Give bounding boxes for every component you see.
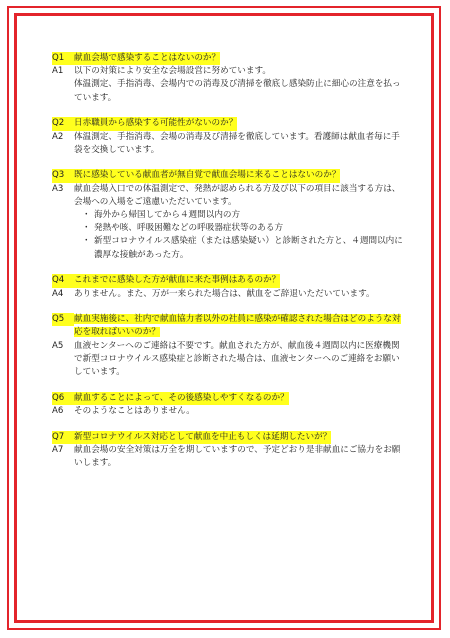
faq-item-6 — [52, 392, 408, 418]
question-6: Q6 献血することによって、その後感染しやすくなるのか？ — [52, 392, 408, 405]
answer-7: A7 献血会場の安全対策は万全を期していますので、予定どおり是非献血にご協力をお願いします。 — [52, 444, 408, 470]
answer-4: A4 ありません。また、万が一来られた場合は、献血をご辞退いただいています。 — [52, 288, 408, 301]
answer-label: A3 — [52, 183, 64, 194]
answer-label: A6 — [52, 405, 64, 416]
answer-1: A1 以下の対策により安全な会場設営に努めています。 体温測定、手指消毒、会場内での消毒及び清掃を徹底し感染防止に細心の注意を払っています。 — [52, 65, 408, 105]
faq-content — [52, 52, 408, 483]
question-5: Q5 献血実施後に、社内で献血協力者以外の社員に感染が確認された場合はどのような対応を取ればいいのか？ — [52, 314, 401, 338]
answer-6: A6 そのようなことはありません。 — [52, 405, 408, 418]
faq-item-1 — [52, 52, 408, 105]
faq-item-3 — [52, 169, 408, 261]
question-3: Q3 既に感染している献血者が無自覚で献血会場に来ることはないのか？ — [52, 169, 408, 182]
list-item: ・ 発熱や咳、呼吸困難などの呼吸器症状等のある方 — [88, 222, 408, 235]
answer-label: A4 — [52, 288, 64, 299]
question-7: Q7 新型コロナウイルス対応として献血を中止もしくは延期したいが？ — [52, 431, 408, 444]
answer-2: A2 体温測定、手指消毒、会場の消毒及び清掃を徹底しています。看護師は献血者毎に手袋を交換しています。 — [52, 131, 408, 157]
list-item: ・ 海外から帰国してから４週間以内の方 — [88, 209, 408, 222]
answer-5: A5 血液センターへのご連絡は不要です。献血された方が、献血後４週間以内に医療機関で新型コロナウイルス感染症と診断された場合は、血液センターへのご連絡をお願いしています。 — [52, 340, 408, 380]
list-item: ・ 新型コロナウイルス感染症（または感染疑い）と診断された方と、４週間以内に濃厚な接触があった方。 — [88, 235, 408, 261]
faq-item-2 — [52, 117, 408, 157]
answer-label: A1 — [52, 66, 64, 77]
question-4: Q4 これまでに感染した方が献血に来た事例はあるのか？ — [52, 274, 408, 287]
faq-item-7 — [52, 431, 408, 471]
condition-list — [74, 209, 408, 262]
question-1: Q1 献血会場で感染することはないのか？ — [52, 52, 408, 65]
answer-3: A3 献血会場入口での体温測定で、発熱が認められる方及び以下の項目に該当する方は、会場への入場をご遠慮いただいています。 ・ 海外から帰国してから４週間以内の方 ・ 発熱や咳、呼吸困難などの呼吸器症状等のある方 ・ 新型コロナウイルス感染症（または感染疑い）と診断された方と、４週間以内に濃厚な接触があった方。 — [52, 183, 408, 262]
answer-label: A7 — [52, 444, 64, 455]
answer-label: A5 — [52, 340, 64, 351]
answer-label: A2 — [52, 131, 64, 142]
question-2: Q2 日赤職員から感染する可能性がないのか？ — [52, 117, 408, 130]
faq-item-5 — [52, 313, 408, 379]
faq-item-4 — [52, 274, 408, 300]
